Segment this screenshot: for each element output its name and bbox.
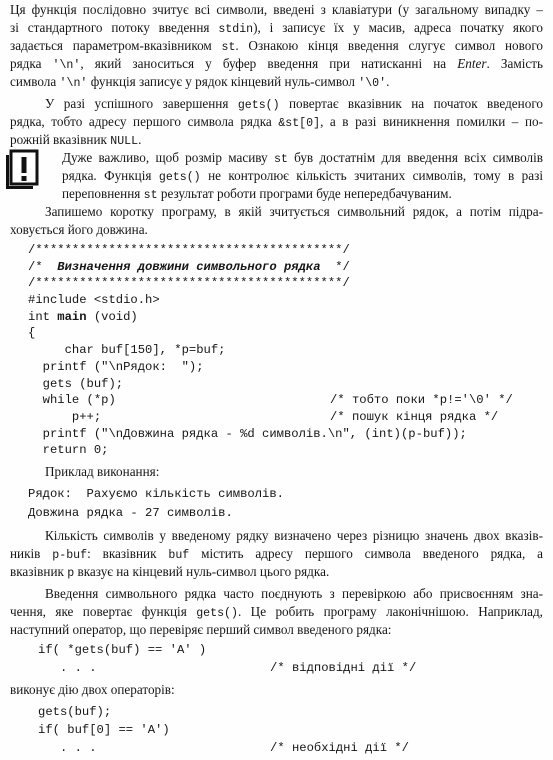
text-run: ників (10, 546, 53, 561)
inline-code: p++; (28, 409, 102, 424)
emphasis: Enter (457, 56, 487, 71)
code-comment: /* пошук кінця рядка */ (330, 409, 499, 424)
text-run: , який заноситься у буфер введення при натисканні на (80, 56, 458, 71)
inline-code: '\n' (59, 77, 88, 90)
text-line (10, 113, 543, 131)
code-line (38, 641, 543, 659)
text-line (10, 545, 543, 563)
text-run: функція записує у рядок кінцевий нуль-символ (87, 74, 359, 89)
text-line (62, 185, 543, 203)
text-line (10, 603, 543, 621)
inline-code: buf (168, 549, 190, 562)
inline-code: while (*p) (28, 393, 116, 408)
text-line (10, 95, 543, 113)
code-line (28, 309, 543, 326)
text-run: містить адресу першого символа введеного рядка, а (189, 546, 543, 561)
inline-code: '\0' (358, 77, 387, 90)
text-line (10, 55, 543, 73)
inline-code: gets() (196, 607, 238, 620)
text-run: Дуже важливо, щоб розмір масиву (62, 150, 274, 165)
inline-code: st (143, 189, 158, 202)
text-line (10, 131, 543, 149)
text-line (10, 73, 543, 91)
inline-code: stdin (218, 23, 254, 36)
inline-code: Рядок: Рахуємо кількість символів. (28, 487, 284, 501)
text-run: . Ознакою кінця введення слугує символ нового (235, 38, 543, 53)
text-run: переповнення (62, 186, 144, 201)
code-line (28, 392, 543, 409)
text-line (10, 681, 543, 699)
code-line (28, 426, 543, 443)
code-line (38, 739, 543, 757)
inline-code: { (28, 326, 36, 341)
inline-code: gets(buf); (38, 705, 112, 719)
inline-code: p (67, 567, 75, 580)
inline-code: st (273, 153, 288, 166)
text-run: , а в разі виникнення помилки – по- (320, 114, 543, 129)
text-run: Введення символьного рядка часто поєднують з перевіркою або присвоєнням зна- (45, 586, 543, 601)
inline-code: gets() (158, 171, 201, 184)
code-snippet-combined (38, 641, 543, 677)
text-run: Приклад виконання: (45, 464, 160, 479)
text-run: чення, яке повертає функція (10, 604, 197, 619)
text-line (10, 19, 543, 37)
text-run: рожній вказівник (10, 132, 111, 147)
text-run: ), і записує їх у масив, адреса початку якого (253, 20, 543, 35)
example-heading (10, 463, 543, 481)
code-line (38, 721, 543, 739)
inline-code: p-buf (52, 549, 88, 562)
warning-note (62, 149, 543, 203)
text-run: рядка, тобто адресу першого символа рядка (10, 114, 279, 129)
text-run: У разі успішного завершення (45, 96, 238, 111)
inline-code: /* (28, 259, 58, 274)
inline-code: . . . (38, 661, 97, 675)
inline-code: printf ("\nДовжина рядка - %d символів.\n", (int)(p-buf)); (28, 426, 467, 441)
code-line (28, 292, 543, 309)
text-run: був достатнім для введення всіх символів (287, 150, 543, 165)
inline-code: &st[0] (278, 117, 321, 130)
bold-italic-comment: Визначення довжини символьного рядка (57, 259, 321, 274)
text-run: вказівник (10, 564, 68, 579)
text-line (62, 149, 543, 167)
text-run: задається параметром-вказівником (10, 38, 222, 53)
code-line (28, 275, 543, 292)
inline-code: char buf[150], *p=buf; (28, 343, 226, 358)
text-run: рядка (10, 56, 53, 71)
text-line (10, 463, 543, 481)
text-run: зі стандартного потоку введення (10, 20, 219, 35)
text-run: Запишемо коротку програму, в якій зчитується символьний рядок, а потім підра- (45, 204, 543, 219)
inline-code: st (221, 41, 236, 54)
text-line (10, 527, 543, 545)
inline-code: if( *gets(buf) == 'A' ) (38, 643, 207, 657)
output-line (28, 504, 543, 523)
return-value-paragraph (10, 95, 543, 149)
code-line (28, 409, 543, 426)
intro-paragraph (10, 1, 543, 91)
code-comment: /* необхідні дії */ (270, 741, 409, 755)
output-line (28, 485, 543, 504)
explanation-paragraph (10, 527, 543, 581)
code-line (28, 359, 543, 376)
code-snippet-equivalent (38, 703, 543, 757)
inline-code: gets() (237, 99, 280, 112)
inline-code: int (28, 309, 58, 324)
code-listing (28, 242, 543, 459)
inline-code: if( buf[0] == 'A') (38, 723, 170, 737)
text-line (10, 203, 543, 221)
inline-code: #include <stdio.h> (28, 293, 160, 308)
text-run: . Це робить програму лаконічнішою. Наприклад, (237, 604, 543, 619)
equivalent-label (10, 681, 543, 699)
code-line (28, 342, 543, 359)
text-run: виконує дію двох операторів: (10, 682, 175, 697)
code-line (28, 242, 543, 259)
code-line (38, 659, 543, 677)
text-run: Ця функція послідовно зчитує всі символи, введені з клавіатури (у загальному випадку – (10, 2, 543, 17)
combined-input-paragraph (10, 585, 543, 639)
text-run: повертає вказівник на початок введеного (279, 96, 543, 111)
inline-code: return 0; (28, 443, 109, 458)
text-run: ховується його довжина. (10, 222, 148, 237)
code-line (28, 376, 543, 393)
text-run: символа (10, 74, 60, 89)
example-output (28, 485, 543, 523)
inline-code: '\n' (52, 59, 81, 72)
text-run: рядка. Функція (62, 168, 159, 183)
program-intro-paragraph (10, 203, 543, 239)
code-line (28, 325, 543, 342)
text-run: наступний оператор, що перевіряє перший символ введеного рядка: (10, 622, 392, 637)
inline-code: /******************************************/ (28, 276, 350, 291)
text-line (10, 1, 543, 19)
text-run: вказує на кінцевий нуль-символ цього рядка. (74, 564, 330, 579)
text-line (62, 167, 543, 185)
inline-code: /******************************************/ (28, 243, 350, 257)
text-line (10, 37, 543, 55)
inline-code: NULL (110, 135, 139, 148)
inline-code: (void) (86, 309, 138, 324)
inline-code: gets (buf); (28, 376, 124, 391)
inline-code: . . . (38, 741, 97, 755)
code-comment: /* тобто поки *p!='\0' */ (330, 393, 513, 408)
code-line (38, 703, 543, 721)
text-run: не контролює кількість зчитаних символів, тому в разі (200, 168, 543, 183)
text-run: . (138, 132, 142, 147)
inline-code: printf ("\nРядок: "); (28, 359, 204, 374)
text-run: . Замість (486, 56, 543, 71)
text-line (10, 621, 543, 639)
bold-code: main (57, 309, 87, 324)
text-run: : вказівник (87, 546, 169, 561)
text-run: . (386, 74, 390, 89)
code-line (28, 442, 543, 459)
text-line (10, 585, 543, 603)
code-line (28, 259, 543, 276)
exclamation-icon (4, 148, 40, 190)
inline-code: */ (320, 259, 350, 274)
text-run: результат роботи програми буде непередбачуваним. (157, 186, 452, 201)
inline-code: Довжина рядка - 27 символів. (28, 506, 233, 520)
code-comment: /* відповідні дії */ (270, 661, 417, 675)
text-line (10, 221, 543, 239)
text-run: Кількість символів у введеному рядку визначено через різницю значень двох вказів- (45, 528, 543, 543)
text-line (10, 563, 543, 581)
